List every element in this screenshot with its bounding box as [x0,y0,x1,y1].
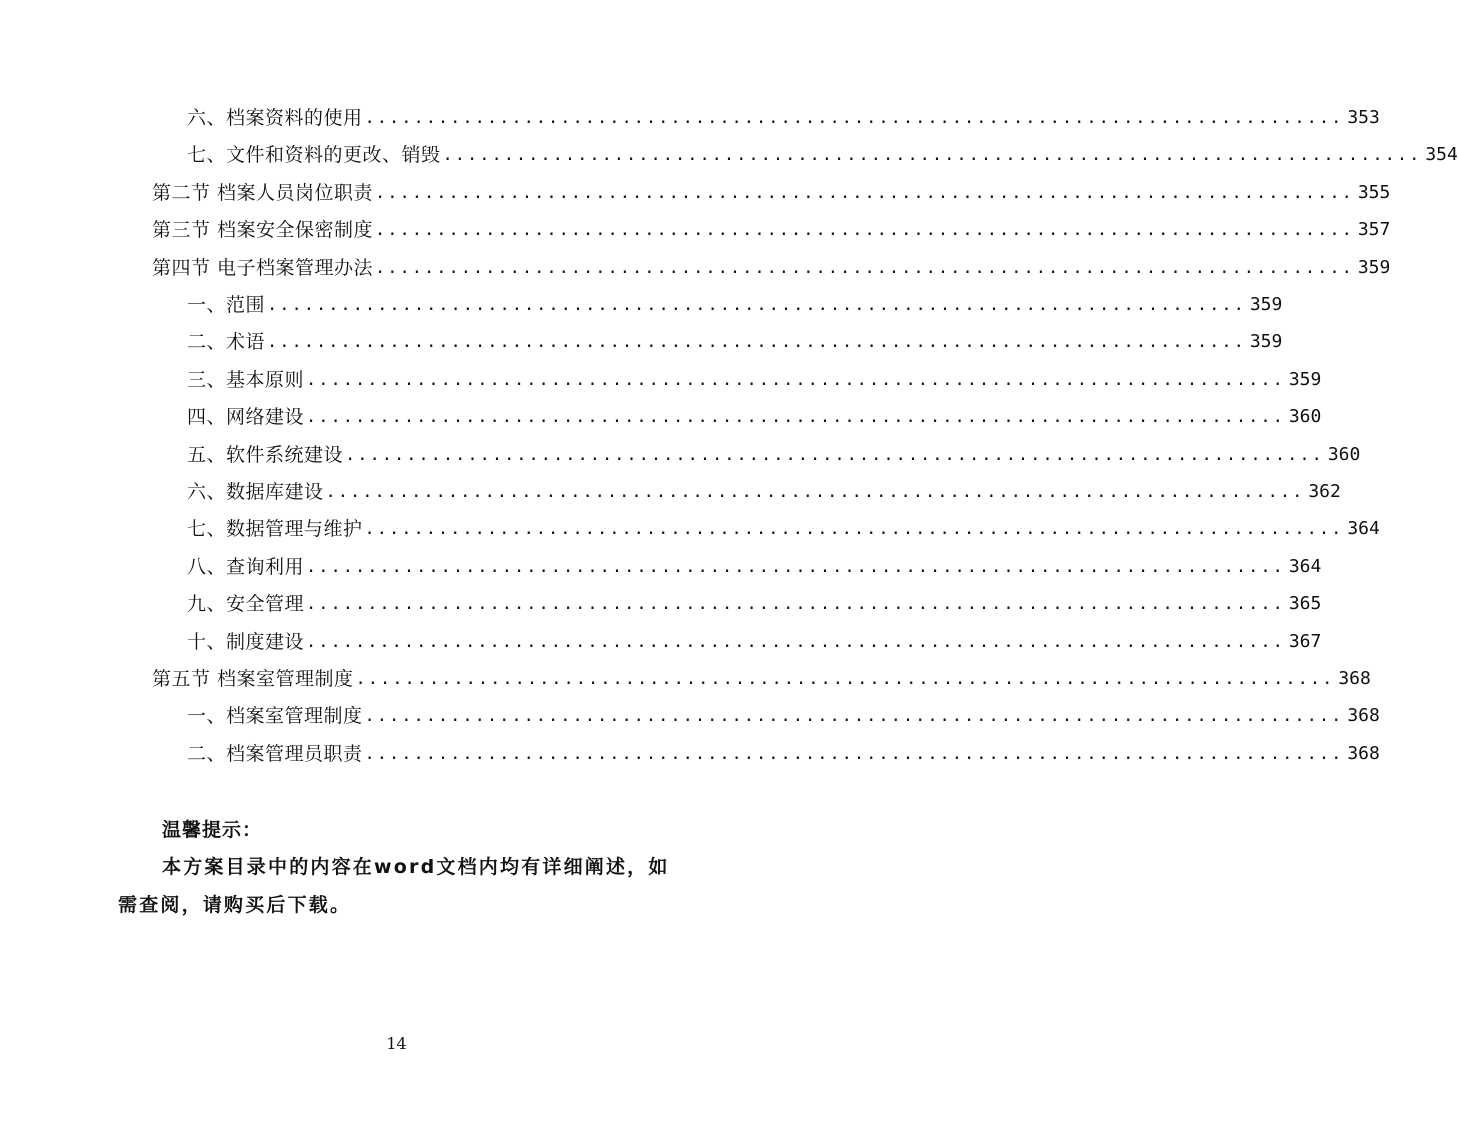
toc-leader-dots: ................................................................................ [306,407,1285,428]
toc-entry-label: 十、制度建设 [187,630,305,653]
toc-entry-label: 二、档案管理员职责 [187,742,363,765]
toc-entry[interactable] [187,698,1380,734]
toc-entry-label: 三、基本原则 [187,368,305,391]
toc-entry[interactable] [187,100,1380,136]
toc-leader-dots: ................................................................................ [375,257,1354,278]
toc-entry[interactable] [187,324,1283,360]
toc-entry-page: 364 [1347,518,1380,540]
toc-entry-page: 359 [1249,331,1283,353]
page-number: 14 [386,1034,407,1053]
toc-entry-page: 364 [1288,555,1322,577]
toc-entry[interactable] [152,661,1371,697]
toc-entry-label: 六、档案资料的使用 [187,107,363,129]
tip-body: 本方案目录中的内容在word文档内均有详细阐述，如需查阅，请购买后下载。 [118,856,670,916]
toc-entry[interactable] [187,437,1361,473]
toc-entry-page: 359 [1288,368,1322,390]
toc-entry[interactable] [187,474,1341,510]
toc-entry-label: 七、数据管理与维护 [187,518,363,541]
toc-leader-dots: ................................................................................ [355,669,1335,689]
toc-leader-dots: ................................................................................ [306,369,1285,390]
toc-entry[interactable] [187,137,1458,173]
toc-entry[interactable] [187,287,1283,323]
toc-entry-label: 第四节 电子档案管理办法 [152,256,374,279]
toc-leader-dots: ................................................................................ [325,482,1305,502]
toc-entry-label: 九、安全管理 [187,593,305,616]
toc-entry[interactable] [187,736,1380,772]
toc-entry-page: 367 [1288,630,1322,652]
toc-entry[interactable] [187,549,1322,585]
toc-leader-dots: ................................................................................ [364,108,1344,128]
toc-leader-dots: ................................................................................ [306,631,1285,652]
toc-entry[interactable] [187,586,1322,622]
toc-entry-page: 368 [1347,705,1380,727]
toc-entry-label: 第五节 档案室管理制度 [152,668,354,690]
toc-entry[interactable] [187,624,1322,660]
toc-entry-page: 359 [1357,256,1391,278]
toc-entry-page: 354 [1425,144,1458,166]
toc-leader-dots: ................................................................................ [306,556,1285,577]
toc-entry[interactable] [187,511,1380,547]
toc-entry-label: 第二节 档案人员岗位职责 [152,181,374,204]
toc-entry-label: 一、档案室管理制度 [187,705,363,728]
toc-leader-dots: ................................................................................ [345,444,1324,465]
toc-leader-dots: ................................................................................ [267,295,1246,315]
toc-entry-page: 360 [1327,443,1361,465]
toc-entry-label: 五、软件系统建设 [187,443,344,466]
toc-entry-label: 六、数据库建设 [187,481,324,503]
toc-entry-page: 360 [1288,406,1322,428]
toc-leader-dots: ................................................................................ [364,743,1344,764]
toc-entry-page: 357 [1357,219,1391,241]
toc-entry-page: 368 [1347,742,1380,764]
tip-title: 温馨提示： [162,819,263,841]
toc-leader-dots: ................................................................................ [442,145,1422,166]
toc-leader-dots: ................................................................................ [267,332,1246,353]
toc-leader-dots: ................................................................................ [375,182,1354,203]
toc-entry-page: 355 [1357,181,1391,203]
toc-entry-page: 368 [1338,668,1371,689]
toc-leader-dots: ................................................................................ [364,519,1344,540]
toc-entry[interactable] [152,212,1391,248]
toc-entry[interactable] [187,399,1322,435]
toc-entry-page: 353 [1347,107,1380,128]
toc-leader-dots: ................................................................................ [364,706,1344,727]
toc-entry-page: 365 [1288,593,1322,615]
toc-entry[interactable] [187,362,1322,398]
toc-entry-label: 四、网络建设 [187,406,305,429]
toc-entry-label: 二、术语 [187,331,266,354]
toc-entry-label: 七、文件和资料的更改、销毁 [187,144,441,167]
toc-entry-label: 八、查询利用 [187,555,305,578]
toc-entry[interactable] [152,250,1391,286]
toc-entry-page: 359 [1249,294,1283,315]
toc-leader-dots: ................................................................................ [375,220,1354,241]
toc-entry-label: 一、范围 [187,294,266,316]
toc-entry[interactable] [152,175,1391,211]
toc-leader-dots: ................................................................................ [306,594,1285,615]
toc-entry-label: 第三节 档案安全保密制度 [152,219,374,242]
toc-entry-page: 362 [1308,481,1341,502]
